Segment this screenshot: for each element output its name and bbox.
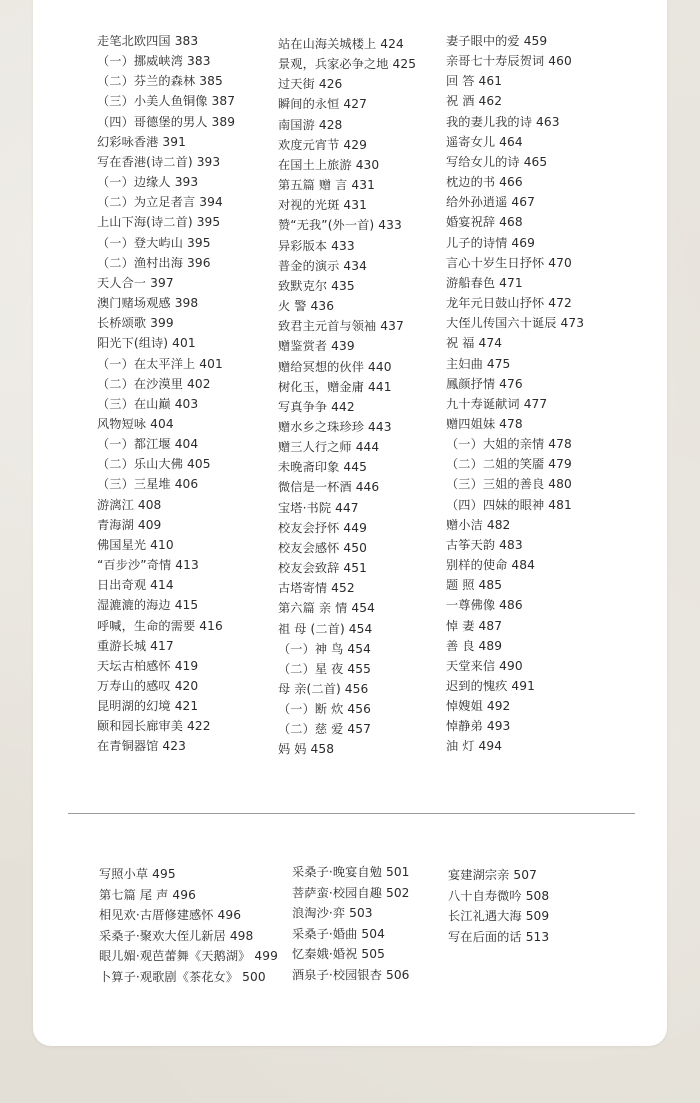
toc-entry: 青海湖 409 — [97, 517, 162, 532]
toc-entry: （一）断 炊 456 — [278, 702, 371, 717]
toc-entry: 赠四姐妹 478 — [446, 416, 523, 431]
toc-entry: （三）三星堆 406 — [97, 477, 199, 492]
toc-entry: 母 亲(二首) 456 — [278, 682, 369, 696]
toc-entry: （二）在沙漠里 402 — [97, 376, 211, 391]
toc-entry: 忆秦娥·婚祝 505 — [292, 947, 385, 962]
toc-entry: 过天街 426 — [278, 77, 343, 92]
toc-entry: 迟到的愧疚 491 — [446, 679, 535, 693]
toc-entry: 在国土上旅游 430 — [278, 157, 380, 172]
toc-entry: 回 答 461 — [446, 74, 503, 89]
toc-entry: 普金的演示 434 — [278, 258, 367, 273]
toc-entry: 我的妻儿我的诗 463 — [446, 114, 560, 129]
toc-entry: （一）在太平洋上 401 — [97, 356, 223, 371]
toc-bottom-column-1 — [99, 864, 278, 988]
toc-entry: 颐和园长廊审美 422 — [97, 719, 211, 734]
toc-entry: 佛国星光 410 — [97, 537, 174, 552]
toc-entry: 写照小草 495 — [99, 867, 176, 881]
toc-entry: 校友会致辞 451 — [278, 561, 367, 576]
toc-entry: 澳门赌场观感 398 — [97, 296, 199, 311]
toc-entry: 赠水乡之珠珍珍 443 — [278, 419, 392, 434]
toc-bottom-column-3 — [448, 865, 549, 947]
toc-entry: 油 灯 494 — [446, 739, 503, 754]
section-divider — [68, 813, 635, 814]
toc-entry: 题 照 485 — [446, 578, 503, 593]
toc-entry: 赠鉴赏者 439 — [278, 339, 355, 354]
toc-entry: 采桑子·晚宴自勉 501 — [292, 865, 410, 879]
toc-entry: 火 警 436 — [278, 299, 335, 314]
toc-entry: 卜算子·观歌剧《茶花女》 500 — [99, 969, 266, 984]
toc-entry: （四）哥德堡的男人 389 — [97, 114, 236, 129]
toc-entry: 古筝天韵 483 — [446, 537, 523, 552]
toc-entry: 赠三人行之师 444 — [278, 440, 380, 455]
toc-entry: 祝 福 474 — [446, 336, 503, 351]
toc-entry: 天堂来信 490 — [446, 658, 523, 673]
toc-entry: 儿子的诗情 469 — [446, 235, 535, 250]
toc-entry: 致君主元首与领袖 437 — [278, 319, 404, 334]
toc-entry: 欢度元宵节 429 — [278, 137, 367, 152]
toc-entry: 给外孙逍遥 467 — [446, 195, 535, 210]
toc-entry: 妈 妈 458 — [278, 742, 335, 757]
toc-entry: 树化玉，赠金庸 441 — [278, 379, 392, 394]
toc-entry: 微信是一杯酒 446 — [278, 480, 380, 495]
toc-entry: 龙年元日鼓山抒怀 472 — [446, 296, 572, 311]
toc-entry: 善 良 489 — [446, 638, 503, 653]
toc-entry: 校友会感怀 450 — [278, 540, 367, 555]
toc-entry: 走笔北欧四国 383 — [97, 34, 199, 48]
toc-entry: （二）二姐的笑靥 479 — [446, 457, 572, 472]
toc-entry: 对视的光斑 431 — [278, 198, 367, 213]
toc-entry: 悼 妻 487 — [446, 618, 503, 633]
toc-entry: （二）星 夜 455 — [278, 661, 371, 676]
toc-entry: 酒泉子·校园银杏 506 — [292, 967, 410, 982]
toc-entry: 写在后面的话 513 — [448, 929, 550, 944]
toc-entry: （二）乐山大佛 405 — [97, 457, 211, 472]
toc-entry: 妻子眼中的爱 459 — [446, 34, 548, 48]
toc-entry: 宝塔·书院 447 — [278, 500, 359, 515]
toc-entry: 悼静弟 493 — [446, 719, 511, 734]
toc-entry: 阳光下(组诗) 401 — [97, 336, 196, 351]
toc-entry: 菩萨蛮·校园自趣 502 — [292, 885, 410, 900]
toc-entry: 写真争争 442 — [278, 399, 355, 414]
toc-entry: 祝 酒 462 — [446, 94, 503, 109]
toc-entry: 赠给冥想的伙伴 440 — [278, 359, 392, 374]
toc-entry: 昆明湖的幻境 421 — [97, 699, 199, 714]
toc-entry: （三）在山巅 403 — [97, 396, 199, 411]
toc-entry: 南国游 428 — [278, 117, 343, 132]
toc-entry: 八十自寿微吟 508 — [448, 888, 550, 903]
toc-entry: 亲哥七十寿辰贺词 460 — [446, 54, 572, 69]
toc-entry: 瞬间的永恒 427 — [278, 97, 367, 112]
toc-entry: （一）都江堰 404 — [97, 437, 199, 452]
toc-entry: 呼喊，生命的需要 416 — [97, 618, 223, 633]
toc-entry: 第五篇 赠 言 431 — [278, 178, 375, 193]
toc-entry: 在青铜器馆 423 — [97, 739, 186, 754]
toc-entry: 游船春色 471 — [446, 275, 523, 290]
toc-entry: 日出奇观 414 — [97, 578, 174, 593]
toc-entry: 遥寄女儿 464 — [446, 134, 523, 149]
toc-entry: 眼儿媚·观芭蕾舞《天鹅湖》 499 — [99, 949, 278, 964]
toc-entry: 宴建湖宗亲 507 — [448, 868, 537, 882]
toc-entry: （二）为立足者言 394 — [97, 195, 223, 210]
toc-entry: 游漓江 408 — [97, 497, 162, 512]
toc-entry: 站在山海关城楼上 424 — [278, 37, 404, 51]
toc-entry: （三）小美人鱼铜像 387 — [97, 94, 236, 109]
toc-entry: 异彩版本 433 — [278, 238, 355, 253]
toc-entry: 大侄儿传国六十诞辰 473 — [446, 316, 585, 331]
toc-entry: （一）神 鸟 454 — [278, 641, 371, 656]
toc-entry: 风物短咏 404 — [97, 416, 174, 431]
toc-entry: 一尊佛像 486 — [446, 598, 523, 613]
toc-entry: 别样的使命 484 — [446, 558, 535, 573]
toc-entry: 采桑子·婚曲 504 — [292, 926, 385, 941]
toc-entry: 湿漉漉的海边 415 — [97, 598, 199, 613]
toc-entry: 枕边的书 466 — [446, 175, 523, 190]
toc-entry: 写在香港(诗二首) 393 — [97, 154, 221, 169]
toc-entry: 主妇曲 475 — [446, 356, 511, 371]
toc-entry: 相见欢·古厝修建感怀 496 — [99, 908, 242, 923]
toc-entry: 言心十岁生日抒怀 470 — [446, 255, 572, 270]
toc-entry: 九十寿诞献词 477 — [446, 396, 548, 411]
toc-entry: 万寿山的感叹 420 — [97, 679, 199, 693]
toc-entry: （一）挪威峡湾 383 — [97, 54, 211, 69]
toc-entry: 重游长城 417 — [97, 638, 174, 653]
toc-entry: （二）渔村出海 396 — [97, 255, 211, 270]
toc-entry: （二）慈 爱 457 — [278, 722, 371, 737]
toc-entry: 婚宴祝辞 468 — [446, 215, 523, 230]
toc-column-3 — [446, 31, 584, 757]
toc-entry: 幻彩咏香港 391 — [97, 134, 186, 149]
toc-entry: 悼嫂姐 492 — [446, 699, 511, 714]
toc-entry: （三）三姐的善良 480 — [446, 477, 572, 492]
toc-entry: （一）大姐的亲情 478 — [446, 437, 572, 452]
toc-entry: 上山下海(诗二首) 395 — [97, 215, 221, 230]
toc-entry: 第七篇 尾 声 496 — [99, 887, 196, 902]
toc-entry: 致默克尔 435 — [278, 278, 355, 293]
toc-entry: 赞“无我”(外一首) 433 — [278, 218, 402, 233]
toc-column-1 — [97, 31, 235, 757]
toc-entry: 采桑子·聚欢大侄儿新居 498 — [99, 928, 254, 943]
toc-column-2 — [278, 34, 416, 760]
toc-entry: 景观，兵家必争之地 425 — [278, 57, 417, 72]
toc-entry: 天人合一 397 — [97, 275, 174, 290]
toc-entry: 鳳颜抒情 476 — [446, 376, 523, 391]
toc-entry: （四）四妹的眼神 481 — [446, 497, 572, 512]
toc-entry: “百步沙”奇情 413 — [97, 558, 199, 573]
toc-entry: 长江礼遇大海 509 — [448, 909, 550, 924]
toc-entry: 第六篇 亲 情 454 — [278, 601, 375, 616]
toc-entry: （一）边缘人 393 — [97, 175, 199, 190]
toc-bottom-column-2 — [292, 862, 410, 986]
toc-entry: 祖 母 (二首) 454 — [278, 621, 373, 636]
toc-entry: 浪淘沙·弈 503 — [292, 906, 373, 921]
toc-entry: 写给女儿的诗 465 — [446, 154, 548, 169]
toc-entry: 未晚斋印象 445 — [278, 460, 367, 475]
toc-entry: 天坛古柏感怀 419 — [97, 658, 199, 673]
toc-entry: （二）芬兰的森林 385 — [97, 74, 223, 89]
toc-entry: 校友会抒怀 449 — [278, 520, 367, 535]
toc-entry: 长桥颂歌 399 — [97, 316, 174, 331]
toc-entry: （一）登大屿山 395 — [97, 235, 211, 250]
toc-entry: 赠小洁 482 — [446, 517, 511, 532]
toc-entry: 古塔寄情 452 — [278, 581, 355, 596]
